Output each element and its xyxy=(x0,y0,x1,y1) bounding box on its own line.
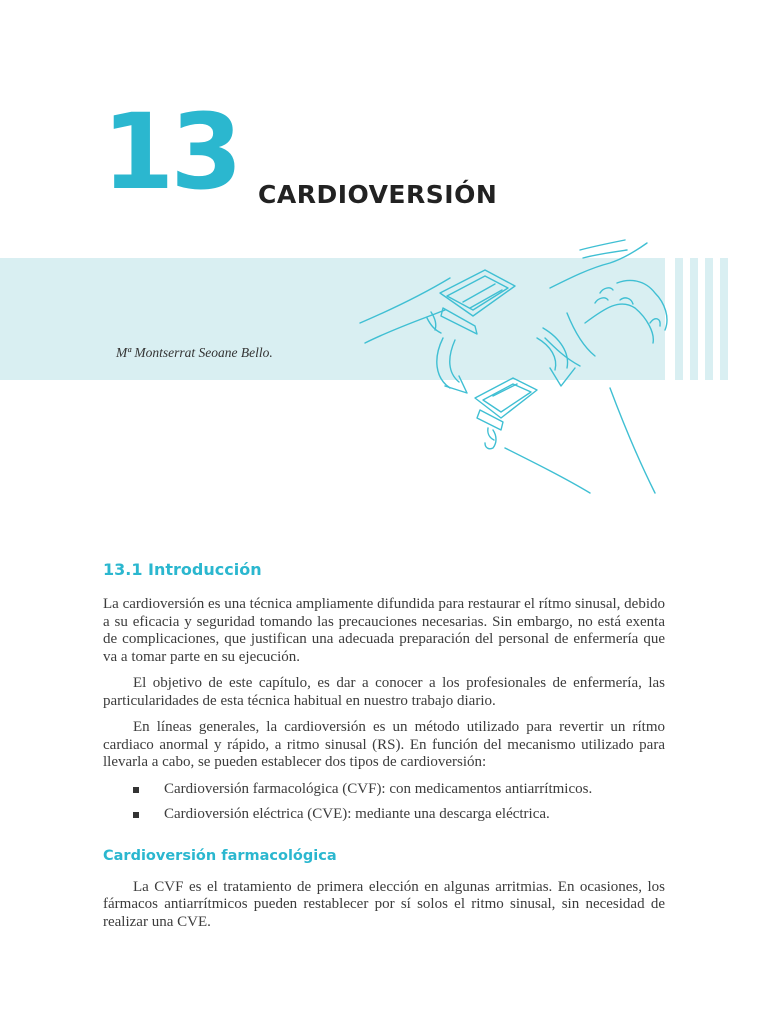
list-item xyxy=(103,806,665,824)
bullet-icon xyxy=(133,812,139,818)
cardioversion-illustration xyxy=(355,238,685,498)
band-stripe xyxy=(720,258,728,380)
bullet-icon xyxy=(133,787,139,793)
paragraph: El objetivo de este capítulo, es dar a conocer a los profesionales de enfermería, las particularidades de esta técnica habitual en nuestro trabajo diario. xyxy=(103,675,665,709)
chapter-number: 13 xyxy=(102,91,239,213)
content xyxy=(103,560,665,940)
chapter-title: CARDIOVERSIÓN xyxy=(258,180,498,209)
bullet-list xyxy=(103,781,665,824)
list-item xyxy=(103,781,665,799)
paragraph: La CVF es el tratamiento de primera elección en algunas arritmias. En ocasiones, los fármacos antiarrítmicos pueden restablecer por sí solos el ritmo sinusal, sin necesidad de realizar una CVE. xyxy=(103,878,665,930)
list-item-text: Cardioversión eléctrica (CVE): mediante una descarga eléctrica. xyxy=(164,806,550,822)
band-stripe xyxy=(690,258,698,380)
section-heading: 13.1 Introducción xyxy=(103,560,262,579)
list-item-text: Cardioversión farmacológica (CVF): con medicamentos antiarrítmicos. xyxy=(164,780,593,797)
chapter-author: Mª Montserrat Seoane Bello. xyxy=(116,345,273,360)
paragraph: En líneas generales, la cardioversión es un método utilizado para revertir un rítmo cardiaco anormal y rápido, a ritmo sinusal (RS). En función del mecanismo utilizado para llevarla a cabo, se pueden establecer dos tipos de cardioversión: xyxy=(103,719,665,770)
band-stripe xyxy=(705,258,713,380)
paragraph: La cardioversión es una técnica ampliamente difundida para restaurar el rítmo sinusal, debido a su eficacia y seguridad tomando las precauciones necesarias. Sin embargo, no está exenta de complicaciones, que justifican una adecuada preparación del personal de enfermería que va a tomar parte en su ejecución. xyxy=(103,596,665,665)
subsection-heading: Cardioversión farmacológica xyxy=(103,847,337,864)
